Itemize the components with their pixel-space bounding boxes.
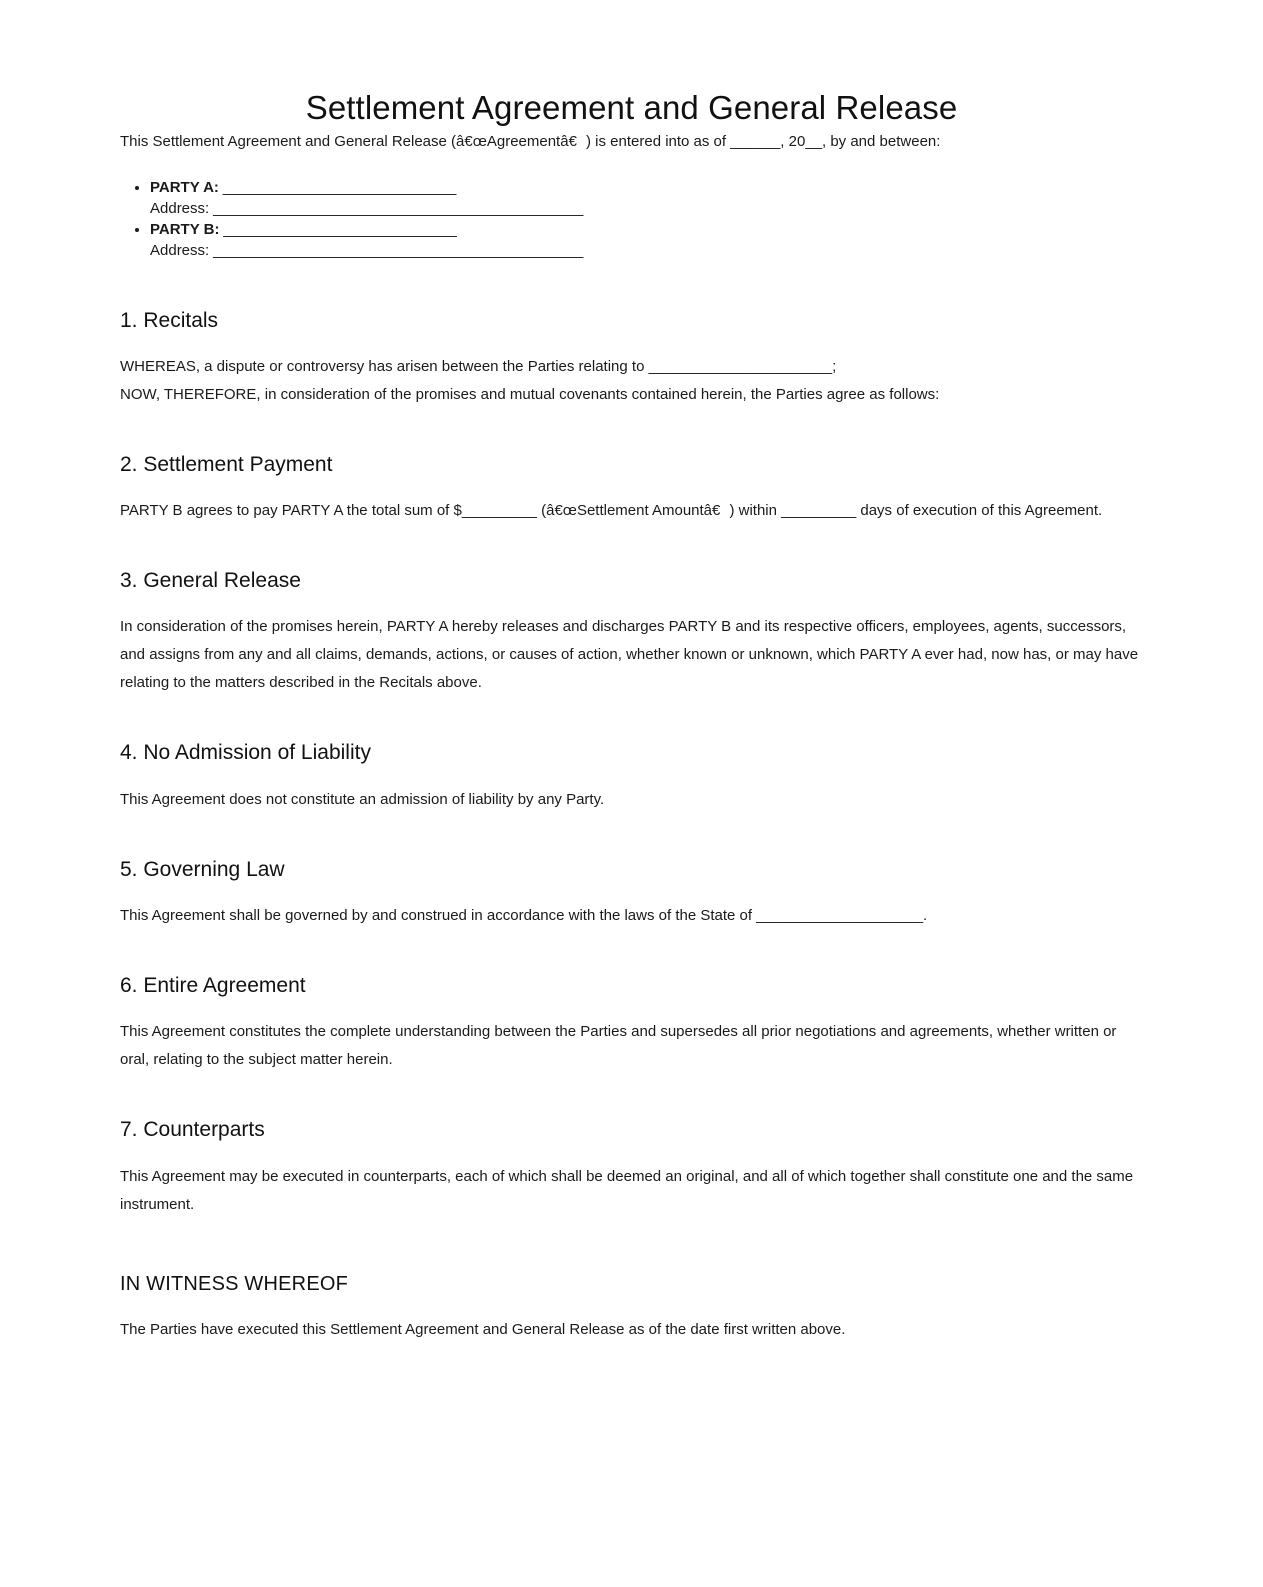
party-a-address-blank[interactable]: ______________________________________________ <box>209 199 584 217</box>
party-list <box>120 178 1143 261</box>
section-heading-in-witness-whereof: IN WITNESS WHEREOF <box>120 1272 349 1295</box>
intro-paragraph: This Settlement Agreement and General Release (â€œAgreementâ€) is entered into as of ______, 20__, by and between: <box>120 132 941 150</box>
section-heading-no-admission-of-liability: 4. No Admission of Liability <box>120 741 371 765</box>
party-a-blank[interactable]: _____________________________ <box>218 178 457 196</box>
general-release-paragraph: In consideration of the promises herein, PARTY A hereby releases and discharges PARTY B and its respective officers, employees, agents, successors, and assigns from any and all claims, demands, actions, or causes of action, whether known or unknown, which PARTY A ever had, now has, or may have relating to the matters described in the Recitals above. <box>120 618 1139 692</box>
party-b-label: PARTY B: <box>150 220 220 238</box>
section-heading-general-release: 3. General Release <box>120 569 301 593</box>
section-heading-recitals: 1. Recitals <box>120 308 219 332</box>
party-b-item <box>150 220 1143 261</box>
party-a-address-row <box>150 199 1143 219</box>
section-heading-settlement-payment: 2. Settlement Payment <box>120 452 333 476</box>
section-heading-counterparts: 7. Counterparts <box>120 1118 265 1142</box>
governing-law-paragraph: This Agreement shall be governed by and construed in accordance with the laws of the State of ____________________. <box>120 907 928 925</box>
party-a-label: PARTY A: <box>150 178 219 196</box>
section-heading-governing-law: 5. Governing Law <box>120 857 285 881</box>
no-admission-of-liability-paragraph: This Agreement does not constitute an admission of liability by any Party. <box>120 790 605 808</box>
party-a-address-label: Address: <box>150 199 210 217</box>
section-general-release <box>120 567 1143 697</box>
settlement-payment-paragraph: PARTY B agrees to pay PARTY A the total sum of $_________ (â€œSettlement Amountâ€) within _________ days of execution of this Agreement. <box>120 502 1103 520</box>
counterparts-paragraph: This Agreement may be executed in counterparts, each of which shall be deemed an original, and all of which together shall constitute one and the same instrument. <box>120 1167 1134 1213</box>
in-witness-whereof-paragraph: The Parties have executed this Settlement Agreement and General Release as of the date first written above. <box>120 1320 846 1338</box>
party-b-address-blank[interactable]: ______________________________________________ <box>209 241 584 259</box>
section-entire-agreement <box>120 972 1143 1074</box>
page-title: Settlement Agreement and General Release <box>305 89 958 126</box>
section-governing-law <box>120 856 1143 930</box>
section-heading-entire-agreement: 6. Entire Agreement <box>120 974 306 998</box>
recitals-paragraph-2: NOW, THEREFORE, in consideration of the promises and mutual covenants contained herein, the Parties agree as follows: <box>120 385 940 403</box>
section-counterparts <box>120 1116 1143 1218</box>
section-in-witness-whereof <box>120 1271 1143 1344</box>
party-b-blank[interactable]: _____________________________ <box>219 220 457 238</box>
section-no-admission-of-liability <box>120 739 1143 813</box>
party-a-item <box>150 178 1143 219</box>
section-recitals <box>120 307 1143 409</box>
party-b-address-row <box>150 241 1143 261</box>
recitals-paragraph-1: WHEREAS, a dispute or controversy has arisen between the Parties relating to ______________________; <box>120 357 837 375</box>
section-settlement-payment <box>120 451 1143 525</box>
document-body <box>0 128 1263 1344</box>
entire-agreement-paragraph: This Agreement constitutes the complete understanding between the Parties and supersedes all prior negotiations and agreements, whether written or oral, relating to the subject matter herein. <box>120 1023 1117 1069</box>
party-b-address-label: Address: <box>150 241 210 259</box>
